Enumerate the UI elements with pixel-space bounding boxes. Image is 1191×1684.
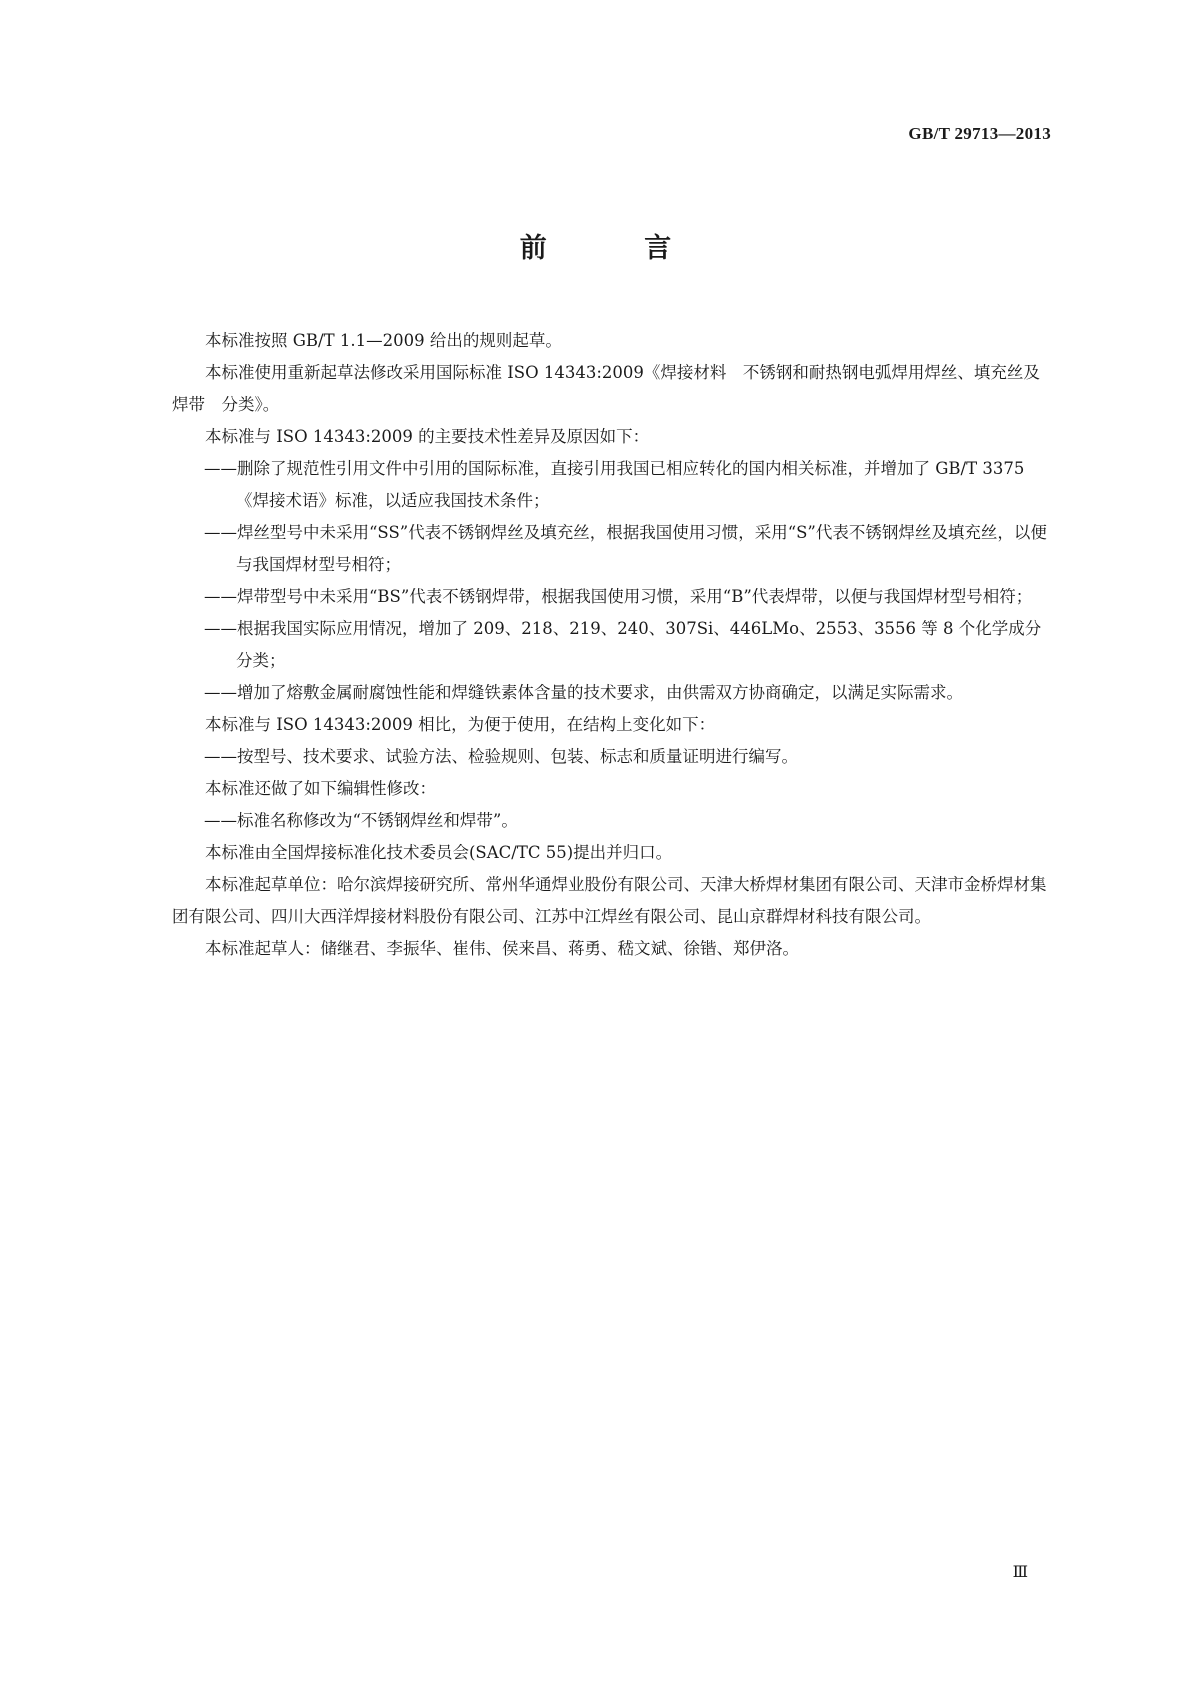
list-item-difference-strip-designation: ——焊带型号中未采用“BS”代表不锈钢焊带，根据我国使用习惯，采用“B”代表焊带，以便与我国焊材型号相符； — [204, 587, 1033, 606]
paragraph-drafting-rules: 本标准按照 GB/T 1.1—2009 给出的规则起草。 — [205, 331, 562, 350]
paragraph-structure-intro: 本标准与 ISO 14343:2009 相比，为便于使用，在结构上变化如下： — [205, 715, 716, 734]
paragraph-adoption: 本标准使用重新起草法修改采用国际标准 ISO 14343:2009《焊接材料 不锈钢和耐热钢电弧焊用焊丝、填充丝及焊带 分类》。 — [172, 363, 1040, 414]
paragraph-drafting-units: 本标准起草单位：哈尔滨焊接研究所、常州华通焊业股份有限公司、天津大桥焊材集团有限公司、天津市金桥焊材集团有限公司、四川大西洋焊接材料股份有限公司、江苏中江焊丝有限公司、昆山京群焊材科技有限公司。 — [172, 875, 1047, 926]
foreword-body — [172, 325, 1052, 965]
paragraph-editorial-intro: 本标准还做了如下编辑性修改： — [205, 779, 436, 798]
paragraph-proposer: 本标准由全国焊接标准化技术委员会(SAC/TC 55)提出并归口。 — [205, 843, 673, 862]
list-item-structure: ——按型号、技术要求、试验方法、检验规则、包装、标志和质量证明进行编写。 — [204, 747, 798, 766]
list-item-difference-wire-designation: ——焊丝型号中未采用“SS”代表不锈钢焊丝及填充丝，根据我国使用习惯，采用“S”代表不锈钢焊丝及填充丝，以便与我国焊材型号相符； — [204, 523, 1047, 574]
page-title: 前 言 — [519, 233, 716, 264]
list-item-editorial: ——标准名称修改为“不锈钢焊丝和焊带”。 — [204, 811, 518, 830]
standard-code: GB/T 29713—2013 — [908, 124, 1051, 143]
page-number: Ⅲ — [1012, 1564, 1028, 1581]
list-item-difference-requirements: ——增加了熔敷金属耐腐蚀性能和焊缝铁素体含量的技术要求，由供需双方协商确定，以满足实际需求。 — [204, 683, 963, 702]
paragraph-drafters: 本标准起草人：储继君、李振华、崔伟、侯来昌、蒋勇、嵇文斌、徐锴、郑伊洛。 — [205, 939, 799, 958]
list-item-difference-references: ——删除了规范性引用文件中引用的国际标准，直接引用我国已相应转化的国内相关标准，并增加了 GB/T 3375《焊接术语》标准，以适应我国技术条件； — [204, 459, 1025, 510]
paragraph-differences-intro: 本标准与 ISO 14343:2009 的主要技术性差异及原因如下： — [205, 427, 650, 446]
list-item-difference-chemical-classes: ——根据我国实际应用情况，增加了 209、218、219、240、307Si、446LMo、2553、3556 等 8 个化学成分分类； — [204, 619, 1042, 670]
